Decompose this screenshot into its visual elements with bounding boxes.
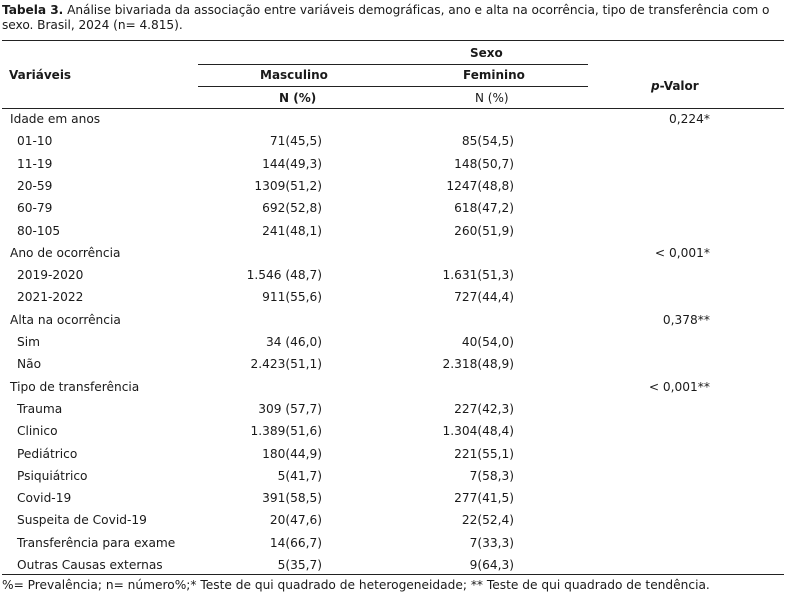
header-p-valor — [651, 79, 699, 93]
row-label: Psiquiátrico — [17, 468, 88, 483]
cell-feminino: 148(50,7) — [454, 156, 514, 171]
cell-masculino: 14(66,7) — [269, 535, 322, 550]
cell-masculino: 71(45,5) — [269, 134, 322, 149]
cell-masculino: 391(58,5) — [262, 491, 322, 506]
table-row — [0, 131, 787, 153]
row-label: 2019-2020 — [17, 268, 84, 283]
cell-feminino: 727(44,4) — [454, 290, 514, 305]
header-p-rest: -Valor — [659, 79, 699, 93]
cell-feminino: 22(52,4) — [461, 513, 514, 528]
cell-feminino: 260(51,9) — [454, 223, 514, 238]
row-label: Clinico — [17, 424, 58, 439]
cell-masculino: 180(44,9) — [262, 446, 322, 461]
table-caption — [2, 3, 784, 33]
cell-masculino: 20(47,6) — [269, 513, 322, 528]
footnote: %= Prevalência; n= número%;* Teste de qui quadrado de heterogeneidade; ** Teste de qui quadrado de tendência. — [2, 578, 710, 592]
header-masculino: Masculino — [260, 68, 328, 82]
top-rule — [2, 40, 784, 41]
table-row — [0, 265, 787, 287]
cell-masculino: 1309(51,2) — [254, 178, 322, 193]
table-row — [0, 399, 787, 421]
row-label: 20-59 — [17, 178, 53, 193]
cell-masculino: 5(41,7) — [277, 468, 322, 483]
cell-masculino: 5(35,7) — [277, 558, 322, 572]
table-row — [0, 109, 787, 131]
table-row — [0, 154, 787, 176]
header-sexo: Sexo — [470, 46, 503, 60]
sub-rule — [198, 86, 588, 87]
cell-feminino: 85(54,5) — [461, 134, 514, 149]
row-label: 2021-2022 — [17, 290, 84, 305]
row-label: Alta na ocorrência — [10, 312, 121, 327]
row-label: Tipo de transferência — [10, 379, 140, 394]
row-label: Sim — [17, 335, 40, 349]
bottom-rule — [2, 574, 784, 575]
cell-p-valor: 0,378** — [662, 312, 710, 327]
table-row — [0, 377, 787, 399]
cell-masculino: 2.423(51,1) — [250, 357, 322, 372]
row-label: 60-79 — [17, 201, 53, 216]
header-feminino: Feminino — [463, 68, 525, 82]
cell-feminino: 7(33,3) — [469, 535, 514, 550]
cell-feminino: 1.631(51,3) — [442, 268, 514, 283]
header-n-pct-m: N (%) — [279, 91, 317, 105]
cell-masculino: 692(52,8) — [262, 201, 322, 216]
cell-feminino: 221(55,1) — [454, 446, 514, 461]
table-row — [0, 176, 787, 198]
cell-p-valor: < 0,001** — [648, 379, 710, 394]
table-row — [0, 243, 787, 265]
table-row — [0, 221, 787, 243]
table-row — [0, 287, 787, 309]
table-row — [0, 310, 787, 332]
table-row — [0, 332, 787, 354]
header-variables: Variáveis — [9, 68, 72, 82]
caption-label: Tabela 3. — [2, 3, 64, 17]
row-label: Suspeita de Covid-19 — [17, 513, 147, 528]
cell-masculino: 241(48,1) — [262, 223, 322, 238]
cell-feminino: 227(42,3) — [454, 401, 514, 416]
cell-feminino: 40(54,0) — [461, 335, 514, 349]
row-label: Outras Causas externas — [17, 558, 163, 572]
row-label: Ano de ocorrência — [10, 245, 121, 260]
header-p-italic: p — [651, 79, 660, 93]
table-row — [0, 533, 787, 555]
table-row — [0, 510, 787, 532]
cell-feminino: 9(64,3) — [469, 558, 514, 572]
cell-masculino: 1.546 (48,7) — [246, 268, 322, 283]
row-label: Não — [17, 357, 42, 372]
table-row — [0, 354, 787, 376]
row-label: 80-105 — [17, 223, 61, 238]
cell-feminino: 277(41,5) — [454, 491, 514, 506]
cell-masculino: 911(55,6) — [262, 290, 322, 305]
header-n-pct-f: N (%) — [475, 91, 509, 105]
row-label: Pediátrico — [17, 446, 78, 461]
cell-masculino: 144(49,3) — [262, 156, 322, 171]
row-label: Idade em anos — [10, 112, 101, 126]
row-label: Covid-19 — [17, 491, 72, 506]
cell-p-valor: < 0,001* — [654, 245, 710, 260]
row-label: Transferência para exame — [17, 535, 176, 550]
cell-feminino: 618(47,2) — [454, 201, 514, 216]
cell-p-valor: 0,224* — [669, 112, 710, 126]
table-row — [0, 198, 787, 220]
cell-feminino: 2.318(48,9) — [442, 357, 514, 372]
cell-feminino: 7(58,3) — [469, 468, 514, 483]
sexo-rule — [198, 64, 588, 65]
cell-masculino: 34 (46,0) — [265, 335, 322, 349]
cell-feminino: 1.304(48,4) — [442, 424, 514, 439]
caption-text: Análise bivariada da associação entre variáveis demográficas, ano e alta na ocorrência, tipo de transferência com o sexo. Brasil, 2024 (n= 4.815). — [2, 3, 770, 32]
table-row — [0, 444, 787, 466]
row-label: Trauma — [17, 401, 63, 416]
table-row — [0, 488, 787, 510]
cell-masculino: 309 (57,7) — [258, 401, 322, 416]
cell-feminino: 1247(48,8) — [446, 178, 514, 193]
row-label: 11-19 — [17, 156, 53, 171]
cell-masculino: 1.389(51,6) — [250, 424, 322, 439]
row-label: 01-10 — [17, 134, 53, 149]
table-row — [0, 466, 787, 488]
table-row — [0, 421, 787, 443]
